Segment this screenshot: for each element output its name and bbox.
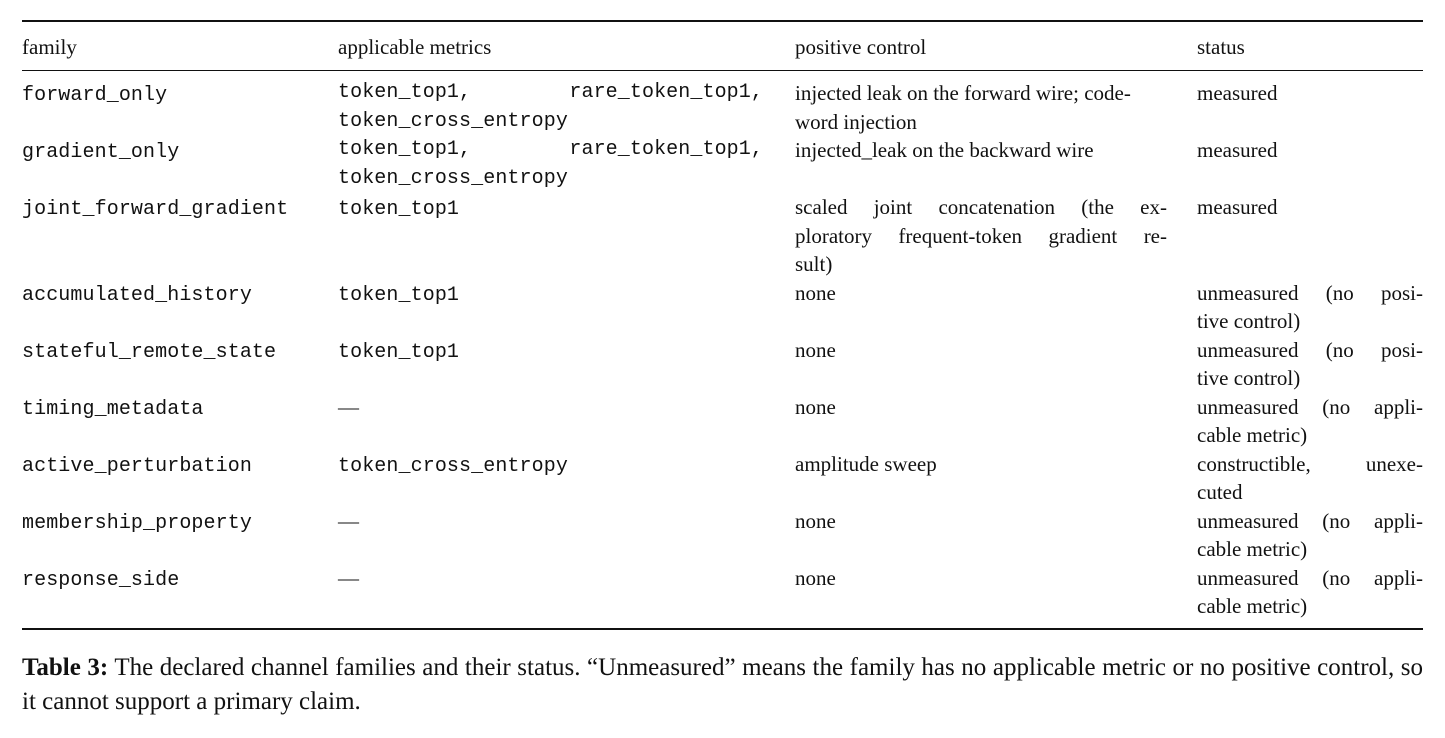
status-line: constructible, unexe- [1197,451,1423,476]
family-cell [22,136,338,193]
control-line: sult) [795,252,833,276]
control-cell [795,136,1197,193]
table-row [22,507,1423,564]
control-line: none [795,508,836,533]
family-cell [22,279,338,336]
status-line: unmeasured (no appli- [1197,394,1423,419]
header-control: positive control [795,35,927,59]
caption-text: The declared channel families and their status. “Unmeasured” means the family has no applicable metric or no positive control, so it cannot support a primary claim. [22,654,1423,715]
table-body [22,71,1423,628]
family-cell [22,564,338,628]
status-line: tive control) [1197,309,1301,333]
control-cell [795,393,1197,450]
caption-label: Table 3: [22,654,109,681]
metric: rare_token_top1, [569,81,763,104]
header-family: family [22,35,77,59]
metrics-cell [338,336,795,393]
metric: token_top1, [338,81,472,104]
status-line: measured [1197,138,1278,162]
metric-dash: — [338,508,359,533]
table-row [22,279,1423,336]
family-name: joint_forward_gradient [22,198,289,221]
metric: token_top1, [338,138,472,161]
metrics-cell [338,393,795,450]
status-cell [1197,136,1423,193]
family-name: gradient_only [22,141,180,164]
control-line: word injection [795,109,917,134]
metric: token_cross_entropy [338,166,568,190]
status-line: cable metric) [1197,423,1308,447]
control-line: none [795,337,836,362]
status-line: cable metric) [1197,537,1308,561]
control-cell [795,507,1197,564]
metrics-cell [338,564,795,628]
metrics-cell [338,136,795,193]
status-cell [1197,393,1423,450]
family-name: membership_property [22,511,252,535]
family-cell [22,336,338,393]
status-line: unmeasured (no posi- [1197,280,1423,305]
table-body-wrap [22,71,1423,628]
metric-dash: — [338,394,359,419]
status-line: unmeasured (no posi- [1197,337,1423,362]
family-name: forward_only [22,84,168,107]
control-cell [795,279,1197,336]
channel-families-table [22,20,1423,630]
control-cell [795,336,1197,393]
control-cell [795,450,1197,507]
family-cell [22,450,338,507]
table-row [22,393,1423,450]
header-row [22,22,1423,70]
family-cell [22,193,338,279]
status-line: cable metric) [1197,594,1308,618]
control-line: injected_leak on the backward wire [795,138,1094,162]
table-row [22,193,1423,279]
control-cell [795,564,1197,628]
metric: token_top1 [338,283,460,307]
family-name: accumulated_history [22,283,252,307]
status-cell [1197,336,1423,393]
control-line: injected leak on the forward wire; code- [795,81,1131,105]
status-line: unmeasured (no appli- [1197,565,1423,590]
family-cell [22,393,338,450]
table [22,22,1423,70]
metric: token_top1 [338,340,460,364]
status-cell [1197,450,1423,507]
metric-dash: — [338,565,359,590]
control-line: none [795,280,836,305]
bottom-rule [22,628,1423,630]
table-row [22,71,1423,136]
metric: token_top1 [338,198,460,221]
metrics-cell [338,71,795,136]
metrics-cell [338,507,795,564]
control-cell [795,193,1197,279]
family-cell [22,71,338,136]
status-cell [1197,71,1423,136]
status-line: measured [1197,81,1278,105]
metrics-cell [338,193,795,279]
table-row [22,564,1423,628]
table-header [22,22,1423,70]
table-row [22,136,1423,193]
control-line: amplitude sweep [795,451,937,476]
metric: token_cross_entropy [338,109,568,133]
family-cell [22,507,338,564]
status-line: cuted [1197,480,1243,504]
status-cell [1197,564,1423,628]
control-line: none [795,394,836,419]
control-line: ploratory frequent-token gradient re- [795,223,1167,248]
header-metrics: applicable metrics [338,35,492,59]
control-line: none [795,565,836,590]
status-cell [1197,507,1423,564]
control-line: scaled joint concatenation (the ex- [795,195,1167,219]
family-name: stateful_remote_state [22,340,277,364]
metric: token_cross_entropy [338,454,568,478]
status-cell [1197,193,1423,279]
status-cell [1197,279,1423,336]
table-caption [22,651,1423,719]
family-name: active_perturbation [22,454,252,478]
table-row [22,450,1423,507]
metric: rare_token_top1, [569,138,763,161]
table-row [22,336,1423,393]
status-line: measured [1197,195,1278,219]
control-cell [795,71,1197,136]
status-line: tive control) [1197,366,1301,390]
status-line: unmeasured (no appli- [1197,508,1423,533]
metrics-cell [338,279,795,336]
family-name: timing_metadata [22,397,204,421]
family-name: response_side [22,568,180,592]
header-status: status [1197,35,1245,59]
metrics-cell [338,450,795,507]
